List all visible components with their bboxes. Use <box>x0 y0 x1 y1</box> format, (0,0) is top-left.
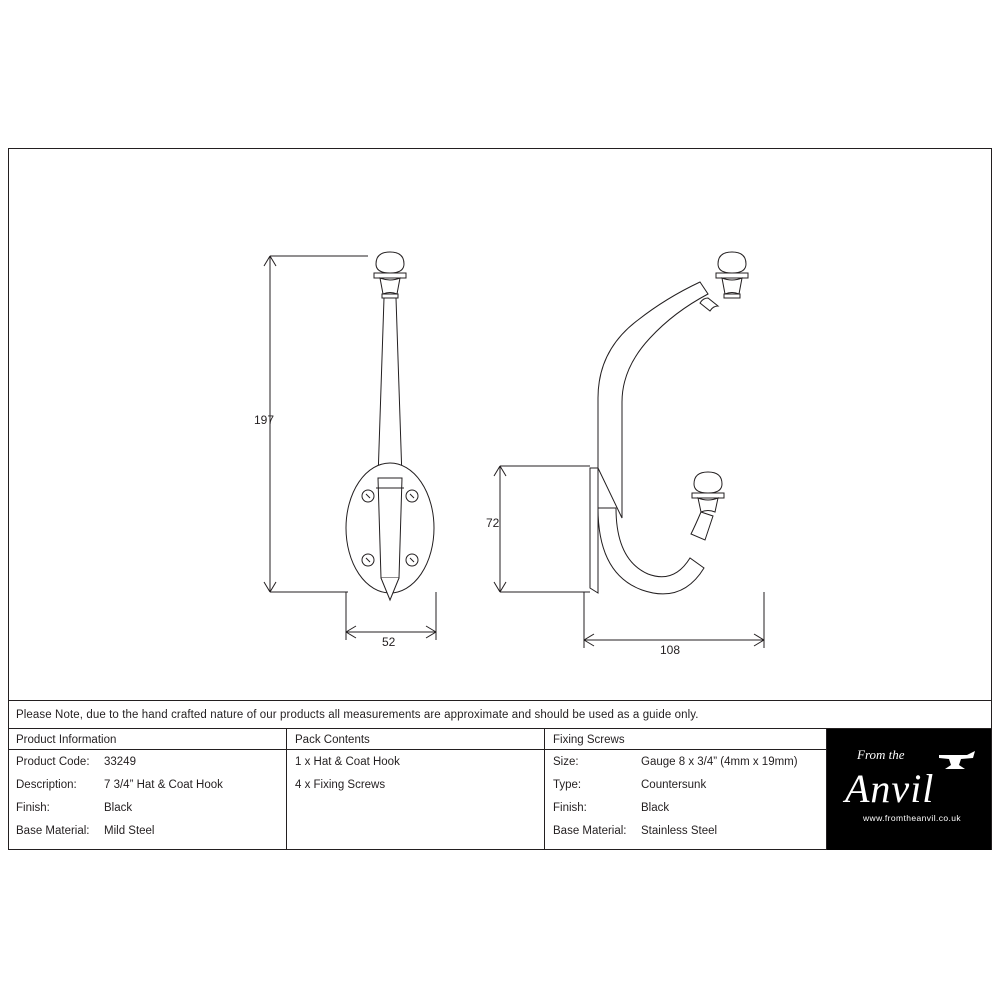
measurement-note <box>8 700 992 728</box>
screw-base-material-label: Base Material: <box>553 825 627 837</box>
pack-contents-item: 1 x Hat & Coat Hook <box>295 756 400 768</box>
logo-website-url: www.fromtheanvil.co.uk <box>863 813 962 823</box>
screw-finish-label: Finish: <box>553 802 587 814</box>
product-code-row <box>8 750 286 773</box>
pack-contents-column <box>287 729 545 850</box>
screw-base-material-value: Stainless Steel <box>641 825 718 837</box>
measurement-note-text: Please Note, due to the hand crafted nature of our products all measurements are approximate and should be used as a guide only. <box>16 708 699 721</box>
base-material-value: Mild Steel <box>104 825 155 837</box>
product-code-label: Product Code: <box>16 756 90 768</box>
finish-row <box>8 796 286 819</box>
screw-size-label: Size: <box>553 756 579 768</box>
screw-base-material-row <box>545 819 826 842</box>
dimension-width-label: 52 <box>382 635 396 649</box>
screw-size-row <box>545 750 826 773</box>
screw-type-row <box>545 773 826 796</box>
finish-label: Finish: <box>16 802 50 814</box>
dimension-height-label: 197 <box>254 413 275 427</box>
from-the-anvil-logo <box>827 729 991 850</box>
screw-type-label: Type: <box>553 779 582 791</box>
product-code-value: 33249 <box>104 756 136 768</box>
screw-type-value: Countersunk <box>641 779 707 791</box>
logo-anvil-text: Anvil <box>845 766 935 811</box>
screw-size-value: Gauge 8 x 3/4” (4mm x 19mm) <box>641 756 798 768</box>
screw-finish-row <box>545 796 826 819</box>
base-material-row <box>8 819 286 842</box>
product-information-column <box>8 729 287 850</box>
fixing-screws-heading: Fixing Screws <box>545 729 826 750</box>
finish-value: Black <box>104 802 133 814</box>
dimension-projection-label: 72 <box>486 516 500 530</box>
anvil-icon <box>937 749 977 771</box>
brand-logo-cell <box>827 729 991 850</box>
product-information-heading: Product Information <box>8 729 286 750</box>
screw-finish-value: Black <box>641 802 670 814</box>
description-row <box>8 773 286 796</box>
fixing-screws-column <box>545 729 827 850</box>
drawing-area <box>8 148 992 700</box>
logo-from-the-text: From the <box>857 747 905 762</box>
specification-table <box>8 728 992 850</box>
pack-contents-item: 4 x Fixing Screws <box>295 779 386 791</box>
description-value: 7 3/4” Hat & Coat Hook <box>104 779 223 791</box>
description-label: Description: <box>16 779 77 791</box>
base-material-label: Base Material: <box>16 825 90 837</box>
pack-contents-heading: Pack Contents <box>287 729 544 750</box>
hook-drawings <box>8 148 992 700</box>
dimension-depth-label: 108 <box>660 643 681 657</box>
